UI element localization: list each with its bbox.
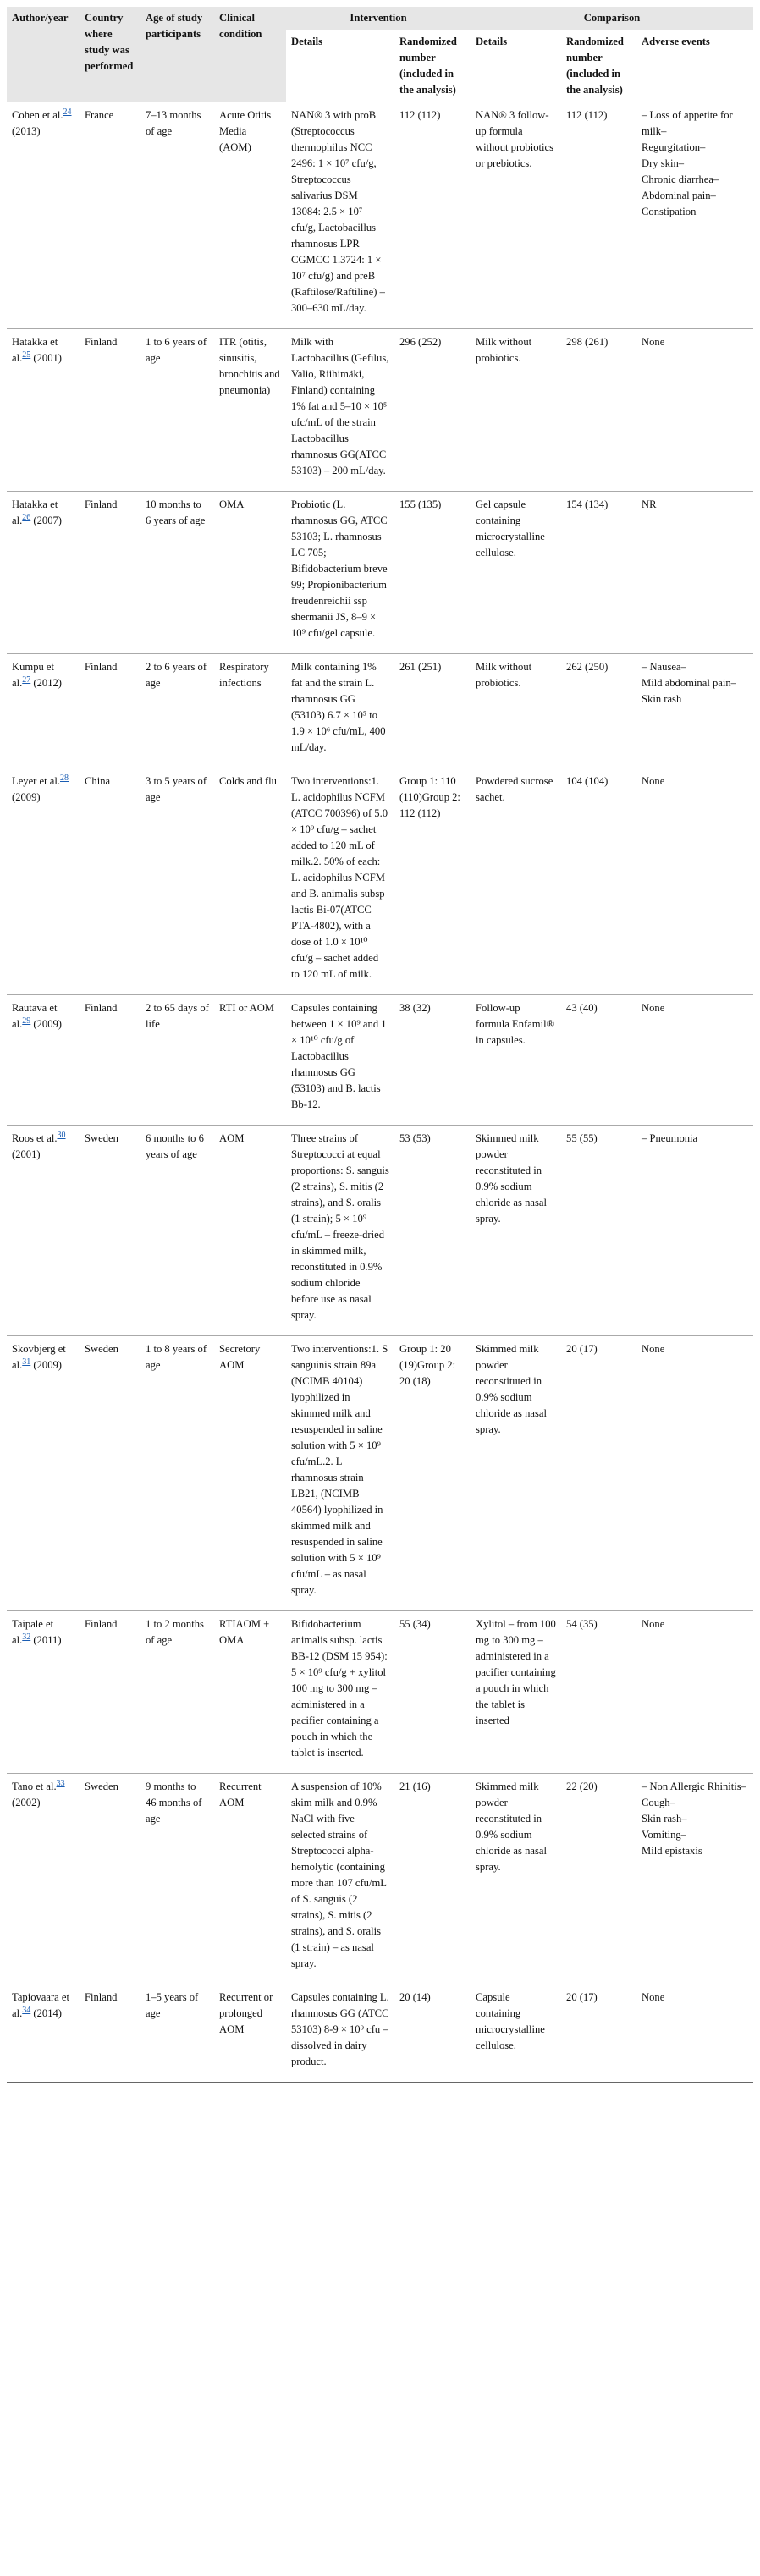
header-comparison: Comparison: [471, 7, 753, 30]
adverse-events-cell: [636, 1611, 753, 1774]
table-header: [7, 7, 753, 102]
intervention-details-cell: Milk with Lactobacillus (Gefilus, Valio, Riihimäki, Finland) containing 1% fat and 5–10 × 10⁵ ufc/mL of the strain Lactobacillus rhamnosus GG(ATCC 53103) – 200 mL/day.: [286, 329, 394, 492]
adverse-events-cell: [636, 1984, 753, 2083]
study-year: (2001): [33, 352, 62, 364]
header-age: Age of study participants: [140, 7, 214, 102]
table-row: [7, 654, 753, 768]
condition-cell: AOM: [214, 1126, 286, 1336]
header-adverse-events: Adverse events: [636, 30, 753, 102]
intervention-details-cell: Two interventions:1. L. acidophilus NCFM (ATCC 700396) of 5.0 × 10⁹ cfu/g – sachet added to 120 mL of milk.2. 50% of each: L. acidophilus NCFM and B. animalis subsp lactis Bi-07(ATCC PTA-4802), with a dose of 1.0 × 10¹⁰ cfu/g – sachet added to 120 mL of milk.: [286, 768, 394, 995]
author-cell: [7, 492, 80, 654]
adverse-event-item: Vomiting–: [642, 1829, 686, 1841]
table-row: [7, 768, 753, 995]
intervention-details-cell: Milk containing 1% fat and the strain L. rhamnosus GG (53103) 6.7 × 10⁵ to 1.9 × 10⁶ cfu/mL, 400 mL/day.: [286, 654, 394, 768]
adverse-event-item: Mild abdominal pain–: [642, 677, 736, 689]
age-cell: 7–13 months of age: [140, 102, 214, 329]
country-cell: China: [80, 768, 140, 995]
adverse-events-cell: [636, 995, 753, 1126]
adverse-event-item: Cough–: [642, 1797, 675, 1808]
condition-cell: Recurrent AOM: [214, 1774, 286, 1984]
header-comparison-randomized: Randomized number (included in the analysis): [561, 30, 636, 102]
adverse-event-item: Abdominal pain–: [642, 190, 716, 201]
header-comparison-details: Details: [471, 30, 561, 102]
condition-cell: OMA: [214, 492, 286, 654]
intervention-details-cell: Probiotic (L. rhamnosus GG, ATCC 53103; L. rhamnosus LC 705; Bifidobacterium breve 99; Propionibacterium freudenreichii ssp shermanii JS, 8–9 × 10⁹ cfu/gel capsule.: [286, 492, 394, 654]
author-name: Rautava et al.: [12, 1002, 58, 1030]
study-year: (2007): [33, 515, 62, 526]
condition-cell: Acute Otitis Media (AOM): [214, 102, 286, 329]
author-name: Kumpu et al.: [12, 661, 55, 689]
comparison-details-cell: Xylitol – from 100 mg to 300 mg – administered in a pacifier containing a pouch in which the tablet is inserted: [471, 1611, 561, 1774]
study-year: (2002): [12, 1797, 41, 1808]
table-row: [7, 329, 753, 492]
age-cell: 1 to 8 years of age: [140, 1336, 214, 1611]
comparison-randomized-cell: 22 (20): [561, 1774, 636, 1984]
comparison-details-cell: Milk without probiotics.: [471, 329, 561, 492]
intervention-randomized-cell: 296 (252): [394, 329, 471, 492]
author-cell: [7, 1984, 80, 2083]
adverse-events-cell: [636, 1126, 753, 1336]
author-cell: [7, 1611, 80, 1774]
header-country: Country where study was performed: [80, 7, 140, 102]
comparison-details-cell: Skimmed milk powder reconstituted in 0.9% sodium chloride as nasal spray.: [471, 1336, 561, 1611]
condition-cell: RTI or AOM: [214, 995, 286, 1126]
adverse-event-item: Chronic diarrhea–: [642, 173, 719, 185]
adverse-event-item: None: [642, 775, 665, 787]
country-cell: Finland: [80, 1984, 140, 2083]
condition-cell: RTIAOM + OMA: [214, 1611, 286, 1774]
adverse-event-item: – Nausea–: [642, 661, 686, 673]
adverse-event-item: None: [642, 1343, 665, 1355]
age-cell: 1–5 years of age: [140, 1984, 214, 2083]
adverse-events-cell: [636, 329, 753, 492]
author-name: Hatakka et al.: [12, 336, 58, 364]
adverse-event-item: NR: [642, 498, 657, 510]
comparison-randomized-cell: 20 (17): [561, 1984, 636, 2083]
age-cell: 2 to 6 years of age: [140, 654, 214, 768]
adverse-events-cell: [636, 1774, 753, 1984]
author-name: Tano et al.: [12, 1781, 57, 1792]
intervention-details-cell: Two interventions:1. S sanguinis strain 89a (NCIMB 40104) lyophilized in skimmed milk and resuspended in saline solution with 5 × 10⁹ cfu/mL.2. L rhamnosus strain LB21, (NCIMB 40564) lyophilized in skimmed milk and resuspended in saline solution with 5 × 10⁹ cfu/mL – as nasal spray.: [286, 1336, 394, 1611]
intervention-randomized-cell: Group 1: 20 (19)Group 2: 20 (18): [394, 1336, 471, 1611]
condition-cell: ITR (otitis, sinusitis, bronchitis and pneumonia): [214, 329, 286, 492]
comparison-randomized-cell: 55 (55): [561, 1126, 636, 1336]
condition-cell: Secretory AOM: [214, 1336, 286, 1611]
table-row: [7, 1611, 753, 1774]
table-row: [7, 1126, 753, 1336]
condition-cell: Colds and flu: [214, 768, 286, 995]
comparison-randomized-cell: 154 (134): [561, 492, 636, 654]
table-row: [7, 995, 753, 1126]
adverse-event-item: – Pneumonia: [642, 1132, 698, 1144]
comparison-randomized-cell: 104 (104): [561, 768, 636, 995]
author-name: Roos et al.: [12, 1132, 58, 1144]
study-year: (2001): [12, 1148, 41, 1160]
comparison-details-cell: Follow-up formula Enfamil® in capsules.: [471, 995, 561, 1126]
adverse-event-item: None: [642, 1991, 665, 2003]
intervention-details-cell: Capsules containing between 1 × 10⁹ and 1 × 10¹⁰ cfu/g of Lactobacillus rhamnosus GG (53103) and B. lactis Bb-12.: [286, 995, 394, 1126]
comparison-randomized-cell: 112 (112): [561, 102, 636, 329]
age-cell: 10 months to 6 years of age: [140, 492, 214, 654]
author-cell: [7, 768, 80, 995]
adverse-event-item: Skin rash–: [642, 1813, 687, 1825]
adverse-events-cell: [636, 654, 753, 768]
author-cell: [7, 654, 80, 768]
adverse-events-cell: [636, 1336, 753, 1611]
intervention-randomized-cell: 112 (112): [394, 102, 471, 329]
reference-link[interactable]: 27: [22, 674, 31, 685]
comparison-randomized-cell: 262 (250): [561, 654, 636, 768]
country-cell: Finland: [80, 492, 140, 654]
reference-link[interactable]: 24: [63, 107, 72, 117]
adverse-events-cell: [636, 102, 753, 329]
author-cell: [7, 102, 80, 329]
comparison-details-cell: Milk without probiotics.: [471, 654, 561, 768]
reference-link[interactable]: 26: [22, 512, 31, 522]
author-name: Hatakka et al.: [12, 498, 58, 526]
studies-table: [7, 7, 753, 2083]
table-body: [7, 102, 753, 2083]
intervention-randomized-cell: 20 (14): [394, 1984, 471, 2083]
author-cell: [7, 329, 80, 492]
adverse-event-item: – Loss of appetite for milk–: [642, 109, 733, 137]
author-cell: [7, 1774, 80, 1984]
reference-link[interactable]: 32: [22, 1632, 31, 1642]
study-year: (2014): [33, 2007, 62, 2019]
table-row: [7, 1336, 753, 1611]
adverse-event-item: None: [642, 336, 665, 348]
intervention-randomized-cell: 21 (16): [394, 1774, 471, 1984]
author-cell: [7, 1126, 80, 1336]
condition-cell: Respiratory infections: [214, 654, 286, 768]
reference-link[interactable]: 34: [22, 2005, 31, 2015]
country-cell: Finland: [80, 654, 140, 768]
age-cell: 1 to 2 months of age: [140, 1611, 214, 1774]
country-cell: Sweden: [80, 1336, 140, 1611]
comparison-details-cell: Capsule containing microcrystalline cellulose.: [471, 1984, 561, 2083]
adverse-event-item: None: [642, 1618, 665, 1630]
intervention-details-cell: Capsules containing L. rhamnosus GG (ATCC 53103) 8-9 × 10⁹ cfu – dissolved in dairy product.: [286, 1984, 394, 2083]
comparison-randomized-cell: 298 (261): [561, 329, 636, 492]
header-intervention: Intervention: [286, 7, 471, 30]
adverse-event-item: None: [642, 1002, 665, 1014]
table-row: [7, 492, 753, 654]
adverse-event-item: Mild epistaxis: [642, 1845, 702, 1857]
author-name: Taipale et al.: [12, 1618, 54, 1646]
intervention-details-cell: Bifidobacterium animalis subsp. lactis BB-12 (DSM 15 954): 5 × 10⁹ cfu/g + xylitol 100 mg to 300 mg – administered in a pacifier containing a pouch in which the tablet is inserted.: [286, 1611, 394, 1774]
country-cell: Sweden: [80, 1774, 140, 1984]
header-condition: Clinical condition: [214, 7, 286, 102]
study-year: (2009): [33, 1359, 62, 1371]
study-year: (2013): [12, 125, 41, 137]
intervention-details-cell: A suspension of 10% skim milk and 0.9% NaCl with five selected strains of Streptococci alpha-hemolytic (containing more than 107 cfu/mL of S. sanguis (2 strains), S. mitis (2 strains), and S. oralis (1 strain) – as nasal spray.: [286, 1774, 394, 1984]
age-cell: 9 months to 46 months of age: [140, 1774, 214, 1984]
author-name: Tapiovaara et al.: [12, 1991, 69, 2019]
table-row: [7, 102, 753, 329]
country-cell: Finland: [80, 329, 140, 492]
adverse-events-cell: [636, 768, 753, 995]
adverse-event-item: Regurgitation–: [642, 141, 706, 153]
comparison-details-cell: Skimmed milk powder reconstituted in 0.9% sodium chloride as nasal spray.: [471, 1774, 561, 1984]
age-cell: 6 months to 6 years of age: [140, 1126, 214, 1336]
age-cell: 3 to 5 years of age: [140, 768, 214, 995]
reference-link[interactable]: 33: [56, 1778, 65, 1788]
study-year: (2012): [33, 677, 62, 689]
study-year: (2009): [12, 791, 41, 803]
author-name: Leyer et al.: [12, 775, 60, 787]
adverse-event-item: Dry skin–: [642, 157, 685, 169]
adverse-event-item: Constipation: [642, 206, 697, 217]
comparison-randomized-cell: 20 (17): [561, 1336, 636, 1611]
intervention-randomized-cell: 53 (53): [394, 1126, 471, 1336]
age-cell: 1 to 6 years of age: [140, 329, 214, 492]
reference-link[interactable]: 28: [60, 773, 69, 783]
study-year: (2011): [33, 1634, 62, 1646]
header-author: Author/year: [7, 7, 80, 102]
country-cell: Sweden: [80, 1126, 140, 1336]
author-name: Cohen et al.: [12, 109, 63, 121]
reference-link[interactable]: 30: [57, 1130, 66, 1140]
comparison-randomized-cell: 43 (40): [561, 995, 636, 1126]
table-row: [7, 1984, 753, 2083]
adverse-events-cell: [636, 492, 753, 654]
country-cell: France: [80, 102, 140, 329]
intervention-details-cell: NAN® 3 with proB (Streptococcus thermophilus NCC 2496: 1 × 10⁷ cfu/g, Streptococcus salivarius DSM 13084: 2.5 × 10⁷ cfu/g, Lactobacillus rhamnosus LPR CGMCC 1.3724: 1 × 10⁷ cfu/g) and preB (Raftilose/Raftiline) – 300–630 mL/day.: [286, 102, 394, 329]
table-row: [7, 1774, 753, 1984]
author-name: Skovbjerg et al.: [12, 1343, 66, 1371]
header-intervention-details: Details: [286, 30, 394, 102]
author-cell: [7, 995, 80, 1126]
comparison-randomized-cell: 54 (35): [561, 1611, 636, 1774]
intervention-randomized-cell: 38 (32): [394, 995, 471, 1126]
age-cell: 2 to 65 days of life: [140, 995, 214, 1126]
intervention-randomized-cell: 55 (34): [394, 1611, 471, 1774]
reference-link[interactable]: 31: [22, 1357, 31, 1367]
intervention-randomized-cell: 155 (135): [394, 492, 471, 654]
reference-link[interactable]: 25: [22, 350, 31, 360]
adverse-event-item: – Non Allergic Rhinitis–: [642, 1781, 746, 1792]
comparison-details-cell: NAN® 3 follow-up formula without probiotics or prebiotics.: [471, 102, 561, 329]
condition-cell: Recurrent or prolonged AOM: [214, 1984, 286, 2083]
header-intervention-randomized: Randomized number (included in the analysis): [394, 30, 471, 102]
adverse-event-item: Skin rash: [642, 693, 682, 705]
intervention-details-cell: Three strains of Streptococci at equal proportions: S. sanguis (2 strains), S. mitis (2 strains), and S. oralis (1 strain); 5 × 10⁹ cfu/mL – freeze-dried in skimmed milk, reconstituted in 0.9% sodium chloride before use as nasal spray.: [286, 1126, 394, 1336]
country-cell: Finland: [80, 995, 140, 1126]
author-cell: [7, 1336, 80, 1611]
intervention-randomized-cell: Group 1: 110 (110)Group 2: 112 (112): [394, 768, 471, 995]
intervention-randomized-cell: 261 (251): [394, 654, 471, 768]
study-year: (2009): [33, 1018, 62, 1030]
country-cell: Finland: [80, 1611, 140, 1774]
comparison-details-cell: Gel capsule containing microcrystalline cellulose.: [471, 492, 561, 654]
reference-link[interactable]: 29: [22, 1016, 31, 1026]
comparison-details-cell: Powdered sucrose sachet.: [471, 768, 561, 995]
comparison-details-cell: Skimmed milk powder reconstituted in 0.9% sodium chloride as nasal spray.: [471, 1126, 561, 1336]
